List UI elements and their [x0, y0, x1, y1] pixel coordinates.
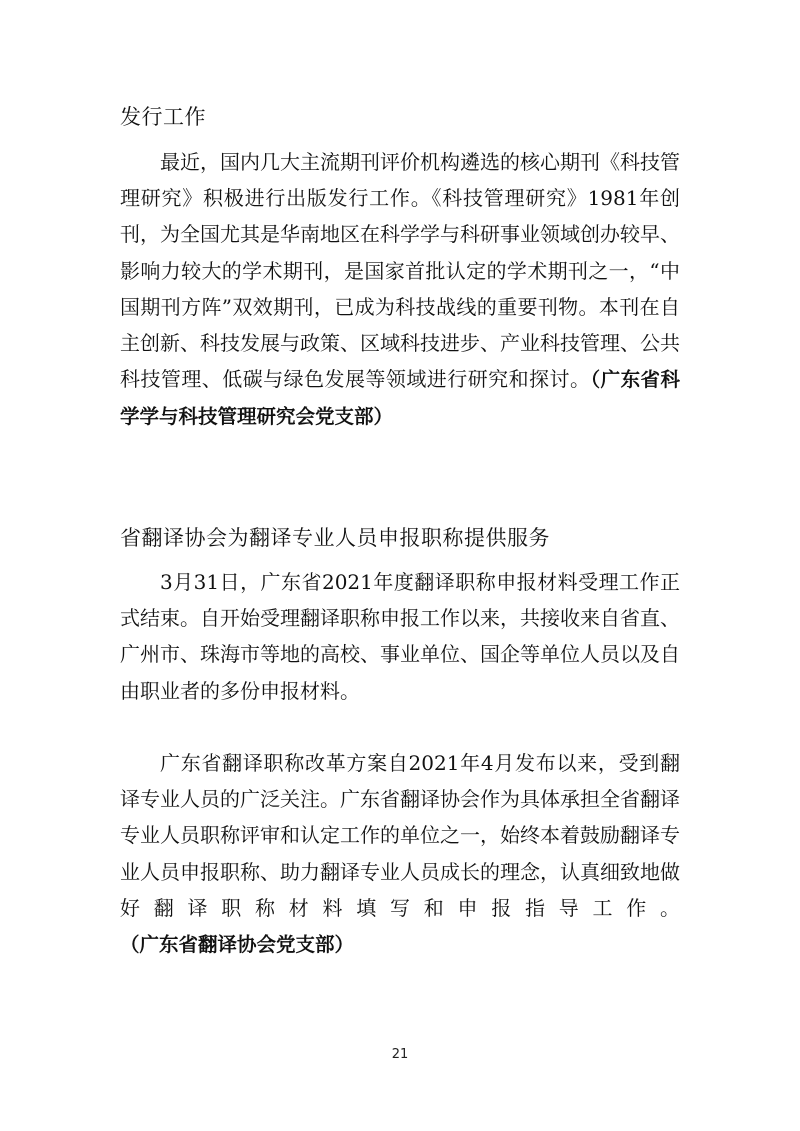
- article-2-title: 省翻译协会为翻译专业人员申报职称提供服务: [120, 526, 550, 550]
- article-1-title: 发行工作: [120, 105, 206, 129]
- page-number: 21: [391, 1047, 409, 1062]
- article-2-paragraph-2-text: 广东省翻译职称改革方案自2021年4月发布以来，受到翻译专业人员的广泛关注。广东省翻译协会作为具体承担全省翻译专业人员职称评审和认定工作的单位之一，始终本着鼓励翻译专业人员申报职称、助力翻译专业人员成长的理念，认真细致地做好翻译职称材料填写和申报指导工作。: [120, 751, 680, 920]
- article-1-paragraph-1-text: 最近，国内几大主流期刊评价机构遴选的核心期刊《科技管理研究》积极进行出版发行工作。《科技管理研究》1981年创刊，为全国尤其是华南地区在科学学与科研事业领域创办较早、影响力较大的学术期刊，是国家首批认定的学术期刊之一，“中国期刊方阵”双效期刊，已成为科技战线的重要刊物。本刊在自主创新、科技发展与政策、区域科技进步、产业科技管理、公共科技管理、低碳与绿色发展等领域进行研究和探讨。: [120, 150, 680, 392]
- article-2-credit: （广东省翻译协会党支部）: [120, 933, 355, 957]
- article-1-credit: （广东省科学学与科技管理研究会党支部）: [120, 368, 680, 429]
- article-2-paragraph-1-text: 3月31日，广东省2021年度翻译职称申报材料受理工作正式结束。自开始受理翻译职称申报工作以来，共接收来自省直、广州市、珠海市等地的高校、事业单位、国企等单位人员以及自由职业者的多份申报材料。: [120, 570, 680, 703]
- article-1-paragraph-1: [120, 144, 680, 436]
- article-2-paragraph-1: [120, 564, 680, 709]
- article-2-paragraph-2: [120, 745, 680, 963]
